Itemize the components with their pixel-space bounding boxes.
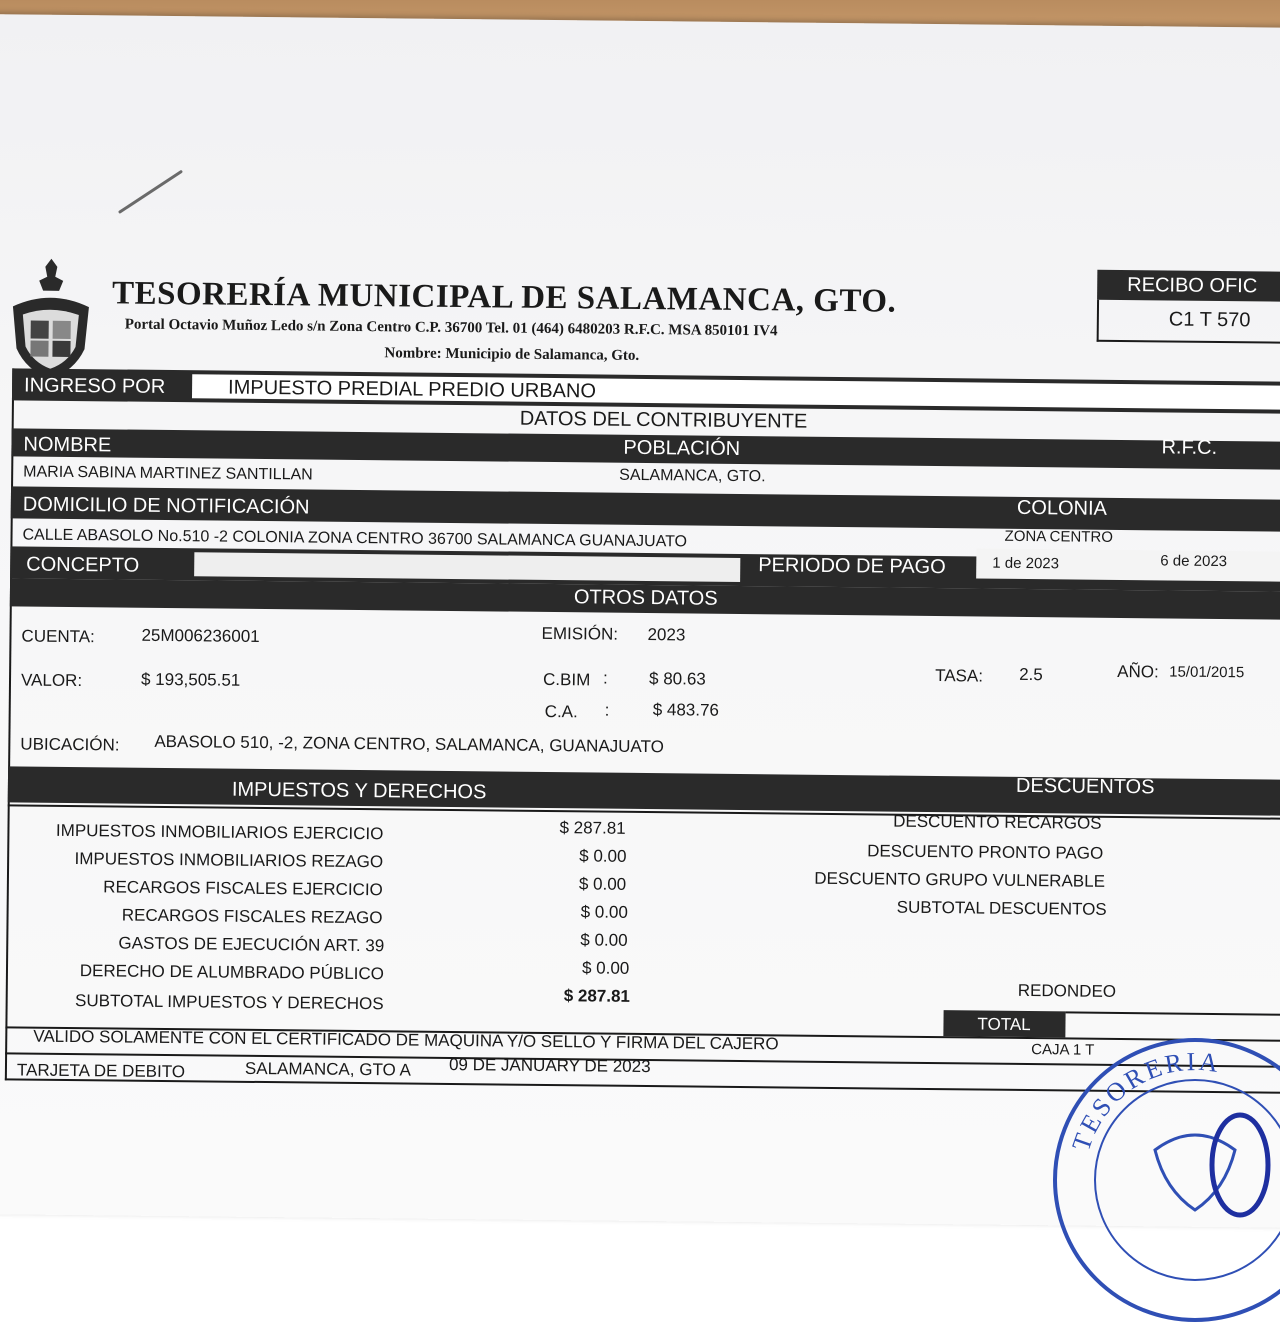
valor-value: $ 193,505.51 [140, 669, 241, 690]
periodo-field [976, 548, 1280, 581]
cuenta-label: CUENTA: [21, 626, 95, 647]
descuento-label: SUBTOTAL DESCUENTOS [896, 897, 1107, 919]
forma-pago: TARJETA DE DEBITO [16, 1060, 186, 1082]
descuento-label: DESCUENTO RECARGOS [893, 811, 1102, 833]
treasury-title: TESORERÍA MUNICIPAL DE SALAMANCA, GTO. [111, 275, 897, 320]
otros-datos-title: OTROS DATOS [573, 586, 718, 610]
ingreso-label: INGRESO POR [23, 374, 166, 398]
descuento-label: DESCUENTO GRUPO VULNERABLE [814, 868, 1106, 891]
cbim-label: C.BIM [542, 669, 591, 690]
colonia-label: COLONIA [1016, 496, 1108, 520]
tasa-value: 2.5 [1019, 664, 1043, 685]
receipt-label: RECIBO OFIC [1127, 274, 1258, 298]
poblacion-label: POBLACIÓN [623, 436, 741, 460]
rfc-label: R.F.C. [1161, 436, 1218, 459]
validez-text: VALIDO SOLAMENTE CON EL CERTIFICADO DE MAQUINA Y/O SELLO Y FIRMA DEL CAJERO [33, 1026, 779, 1054]
cuenta-value: 25M006236001 [141, 625, 260, 646]
anio-label: AÑO: [1117, 661, 1159, 682]
cbim-colon: : [602, 668, 608, 688]
ca-value: $ 483.76 [652, 700, 720, 720]
colonia-value: ZONA CENTRO [1004, 527, 1114, 546]
total-label: TOTAL [977, 1014, 1031, 1035]
emision-label: EMISIÓN: [541, 623, 619, 644]
nombre-label: NOMBRE [23, 433, 112, 457]
domicilio-label: DOMICILIO DE NOTIFICACIÓN [22, 493, 310, 519]
domicilio-value: CALLE ABASOLO No.510 -2 COLONIA ZONA CENTRO 36700 SALAMANCA GUANAJUATO [22, 526, 688, 551]
periodo-desde: 1 de 2023 [992, 554, 1060, 573]
municipal-crest-icon [8, 254, 93, 385]
cbim-value: $ 80.63 [648, 669, 706, 689]
descuentos-title: DESCUENTOS [1015, 774, 1155, 799]
receipt-label-bar [1097, 270, 1280, 302]
periodo-hasta: 6 de 2023 [1160, 552, 1228, 571]
impuesto-amount: $ 287.81 [559, 818, 626, 838]
treasury-address: Portal Octavio Muñoz Ledo s/n Zona Centro C.P. 36700 Tel. 01 (464) 6480203 R.F.C. MSA 850101 IV4 [124, 316, 778, 340]
impuesto-amount: $ 0.00 [580, 902, 628, 922]
emision-value: 2023 [647, 625, 686, 645]
tasa-label: TASA: [935, 666, 984, 686]
fecha: 09 DE JANUARY DE 2023 [448, 1054, 651, 1077]
concepto-field [194, 552, 740, 582]
impuesto-label: IMPUESTOS INMOBILIARIOS REZAGO [74, 849, 384, 872]
concepto-label: CONCEPTO [26, 553, 140, 577]
caja-label: CAJA 1 T [1031, 1041, 1095, 1059]
ubicacion-label: UBICACIÓN: [20, 734, 120, 755]
staple-mark [118, 170, 183, 214]
nombre-value: MARIA SABINA MARTINEZ SANTILLAN [23, 463, 313, 484]
ubicacion-value: ABASOLO 510, -2, ZONA CENTRO, SALAMANCA, GUANAJUATO [154, 731, 664, 757]
ca-colon: : [604, 700, 610, 720]
impuesto-label: IMPUESTOS INMOBILIARIOS EJERCICIO [55, 820, 384, 844]
descuento-label: DESCUENTO PRONTO PAGO [867, 841, 1104, 863]
contribuyente-section-title: DATOS DEL CONTRIBUYENTE [519, 407, 808, 433]
impuestos-title: IMPUESTOS Y DERECHOS [231, 778, 487, 804]
lugar: SALAMANCA, GTO A [244, 1058, 412, 1080]
poblacion-value: SALAMANCA, GTO. [619, 466, 766, 486]
anio-value: 15/01/2015 [1169, 663, 1245, 682]
svg-text:TESORERIA: TESORERIA [1066, 1046, 1223, 1155]
subtotal-impuestos-label: SUBTOTAL IMPUESTOS Y DERECHOS [74, 991, 384, 1014]
impuesto-label: GASTOS DE EJECUCIÓN ART. 39 [118, 933, 385, 956]
receipt-number: C1 T 570 [1168, 308, 1251, 332]
ingreso-value: IMPUESTO PREDIAL PREDIO URBANO [227, 376, 597, 403]
impuesto-amount: $ 0.00 [579, 846, 627, 866]
valor-label: VALOR: [20, 670, 83, 691]
treasury-seal-stamp [1045, 1030, 1280, 1330]
subtotal-impuestos-value: $ 287.81 [563, 986, 631, 1006]
impuesto-amount: $ 0.00 [578, 874, 627, 894]
treasury-nombre: Nombre: Municipio de Salamanca, Gto. [384, 345, 640, 364]
receipt-number-box [1097, 300, 1280, 344]
ca-label: C.A. [544, 701, 578, 722]
impuesto-label: RECARGOS FISCALES EJERCICIO [103, 877, 383, 900]
impuesto-label: RECARGOS FISCALES REZAGO [121, 905, 383, 928]
redondeo-label: REDONDEO [1017, 980, 1117, 1001]
periodo-label: PERIODO DE PAGO [758, 554, 946, 579]
impuesto-label: DERECHO DE ALUMBRADO PÚBLICO [79, 961, 385, 984]
impuesto-amount: $ 0.00 [580, 930, 628, 950]
impuesto-amount: $ 0.00 [581, 958, 630, 978]
